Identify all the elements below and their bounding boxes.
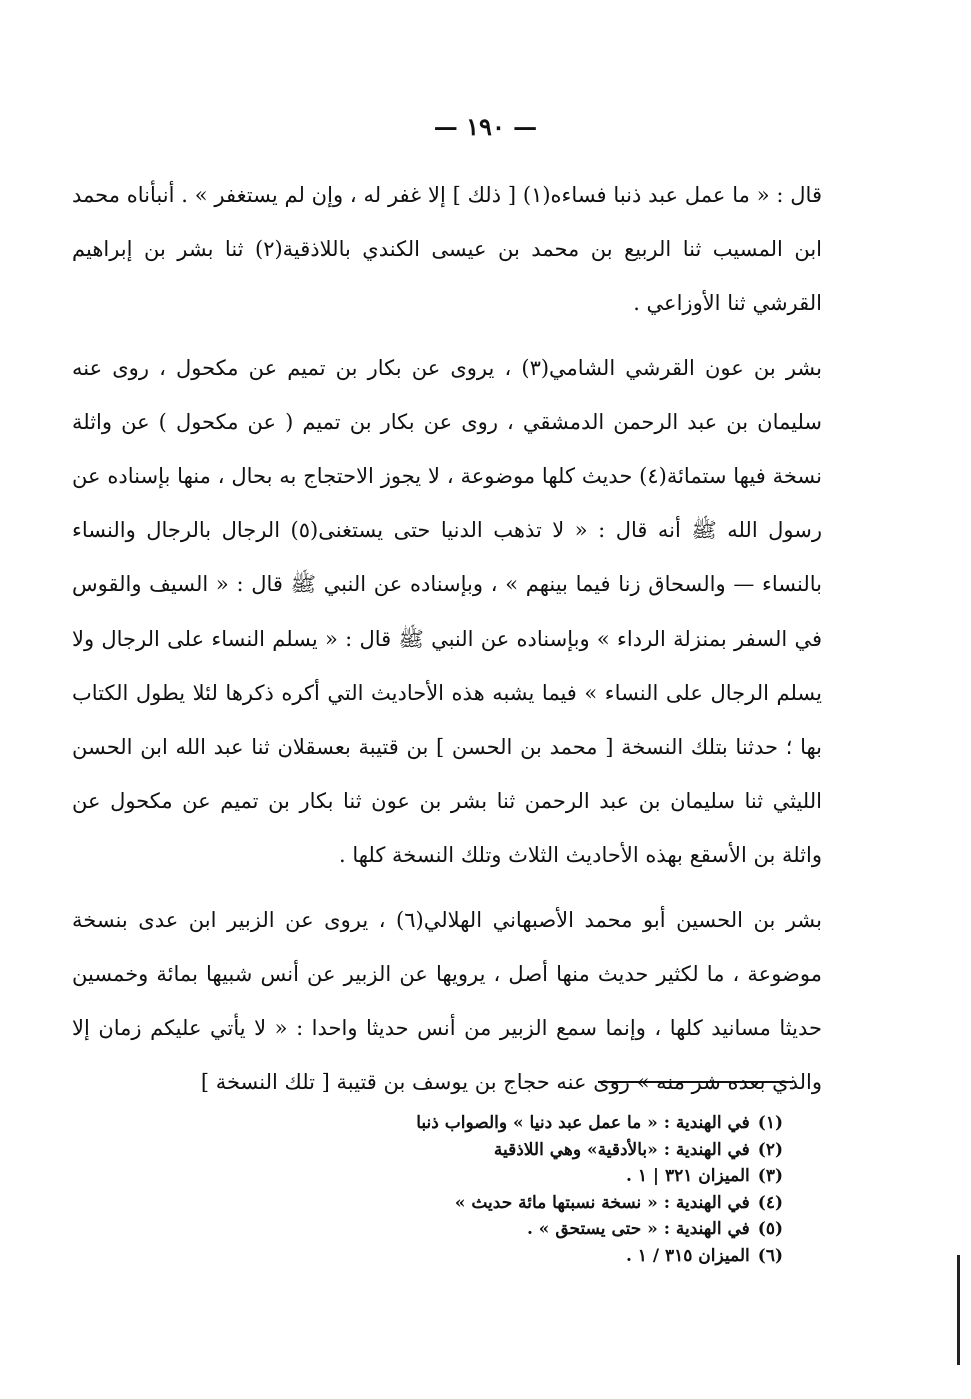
footnote-text: في الهندية : «بالأدقية» وهي اللاذقية bbox=[493, 1139, 750, 1160]
footnote-number: (٣) bbox=[757, 1166, 783, 1187]
footnote-divider bbox=[598, 1081, 793, 1083]
footnote-number: (٦) bbox=[757, 1245, 783, 1266]
footnote-number: (٤) bbox=[757, 1192, 783, 1213]
footnote-1 bbox=[263, 1110, 783, 1137]
footnote-4 bbox=[263, 1190, 783, 1217]
page-number: — ١٩٠ — bbox=[433, 112, 538, 141]
footnote-number: (٢) bbox=[757, 1139, 783, 1160]
paragraph-1: قال : « ما عمل عبد ذنبا فساءه(١) [ ذلك ] إلا غفر له ، وإن لم يستغفر » . أنبأناه محمد ابن المسيب ثنا الربيع بن محمد بن عيسى الكندي باللاذقية(٢) ثنا بشر بن إبراهيم القرشي ثنا الأوزاعي . bbox=[72, 183, 822, 316]
scan-edge-mark bbox=[957, 1255, 960, 1365]
footnote-5 bbox=[263, 1216, 783, 1243]
footnotes bbox=[263, 1110, 783, 1270]
footnote-text: الميزان ٣١٥ / ١ . bbox=[625, 1245, 750, 1266]
main-text bbox=[72, 168, 822, 1109]
paragraph-3: بشر بن الحسين أبو محمد الأصبهاني الهلالي(٦) ، يروى عن الزبير ابن عدى بنسخة موضوعة ، ما لكثير حديث منها أصل ، يرويها عن الزبير عن أنس شبيها بمائة وخمسين حديثا مسانيد كلها ، وإنما سمع الزبير من أنس حديثا واحدا : « لا يأتي عليكم زمان إلا والذي بعده شر منه » روى عنه حجاج بن يوسف بن قتيبة [ تلك النسخة ] bbox=[72, 907, 822, 1095]
footnote-text: في الهندية : « نسخة نسبتها مائة حديث » bbox=[454, 1192, 750, 1213]
paragraph-2: بشر بن عون القرشي الشامي(٣) ، يروى عن بكار بن تميم عن مكحول ، روى عنه سليمان بن عبد الرحمن الدمشقي ، روى عن بكار بن تميم ( عن مكحول ) عن واثلة نسخة فيها ستمائة(٤) حديث كلها موضوعة ، لا يجوز الاحتجاج به بحال ، منها بإسناده عن رسول الله ﷺ أنه قال : « لا تذهب الدنيا حتى يستغنى(٥) الرجال بالرجال والنساء بالنساء — والسحاق زنا فيما بينهم » ، وبإسناده عن النبي ﷺ قال : « السيف والقوس في السفر بمنزلة الرداء » وبإسناده عن النبي ﷺ قال : « يسلم النساء على الرجال ولا يسلم الرجال على النساء » فيما يشبه هذه الأحاديث التي أكره ذكرها لئلا يطول الكتاب بها ؛ حدثنا بتلك النسخة [ محمد بن الحسن ] بن قتيبة بعسقلان ثنا عبد الله ابن الحسن الليثي ثنا سليمان بن عبد الرحمن ثنا بشر بن عون ثنا بكار بن تميم عن مكحول عن واثلة بن الأسقع بهذه الأحاديث الثلاث وتلك النسخة كلها . bbox=[72, 355, 822, 868]
footnote-text: الميزان ٣٢١ | ١ . bbox=[625, 1166, 750, 1187]
footnote-number: (١) bbox=[757, 1113, 783, 1133]
footnote-text: في الهندية : « حتى يستحق » . bbox=[526, 1219, 750, 1240]
footnote-number: (٥) bbox=[757, 1219, 783, 1240]
footnote-text: في الهندية : « ما عمل عبد دنيا » والصواب ذنبا bbox=[416, 1113, 750, 1133]
footnote-2 bbox=[263, 1137, 783, 1164]
footnote-6 bbox=[263, 1243, 783, 1270]
footnote-3 bbox=[263, 1163, 783, 1190]
